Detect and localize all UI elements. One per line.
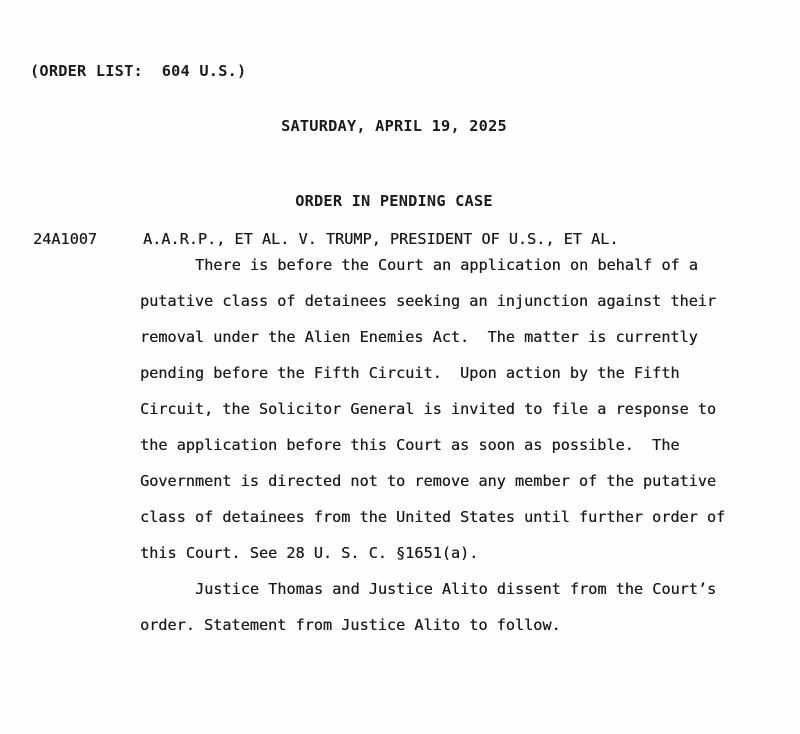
case-title: A.A.R.P., ET AL. V. TRUMP, PRESIDENT OF U.S., ET AL. (143, 230, 619, 248)
body-line: pending before the Fifth Circuit. Upon action by the Fifth (140, 364, 680, 382)
order-list-header: (ORDER LIST: 604 U.S.) (30, 62, 247, 80)
body-line: There is before the Court an application on behalf of a (195, 256, 698, 274)
body-line: Justice Thomas and Justice Alito dissent from the Court’s (195, 580, 717, 598)
body-line: Government is directed not to remove any member of the putative (140, 472, 717, 490)
body-line: order. Statement from Justice Alito to follow. (140, 616, 561, 634)
date-heading: SATURDAY, APRIL 19, 2025 (281, 117, 507, 135)
body-line: putative class of detainees seeking an injunction against their (140, 292, 717, 310)
order-body (140, 247, 740, 643)
body-line: removal under the Alien Enemies Act. The matter is currently (140, 328, 698, 346)
section-heading: ORDER IN PENDING CASE (295, 192, 493, 210)
body-line: this Court. See 28 U. S. C. §1651(a). (140, 544, 479, 562)
body-line: Circuit, the Solicitor General is invited to file a response to (140, 400, 717, 418)
body-line: the application before this Court as soon as possible. The (140, 436, 680, 454)
docket-number: 24A1007 (33, 230, 98, 248)
body-line: class of detainees from the United States until further order of (140, 508, 726, 526)
